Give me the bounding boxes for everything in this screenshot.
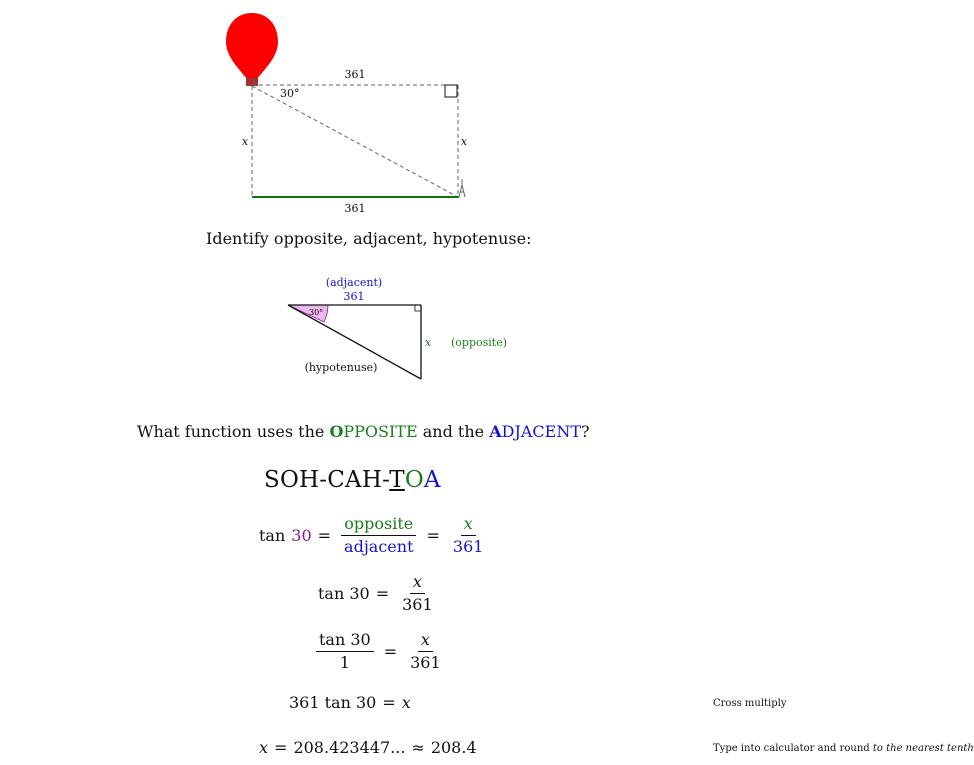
equation-step-1 xyxy=(259,515,490,556)
angle-label-2: 30° xyxy=(309,308,324,317)
soh-cah-toa xyxy=(264,467,441,493)
equation-step-3 xyxy=(312,631,448,672)
opposite-value: x xyxy=(424,336,432,349)
question-adjacent-initial: A xyxy=(489,422,502,441)
adjacent-number: 361 xyxy=(452,537,484,556)
step5-rounded: 208.4 xyxy=(430,738,477,757)
step3-equals: = xyxy=(383,642,398,661)
depression-angle-label: 30° xyxy=(280,87,300,100)
calculator-note-italic: to the nearest tenth xyxy=(872,743,974,754)
hypotenuse-tag: (hypotenuse) xyxy=(304,361,378,374)
cross-multiply-note: Cross multiply xyxy=(713,698,787,709)
step3-right-fraction xyxy=(407,631,444,672)
step3-left-denominator: 1 xyxy=(339,653,350,672)
opposite-word: opposite xyxy=(341,515,416,536)
step3-right-numerator: x xyxy=(418,631,433,652)
bottom-length-label: 361 xyxy=(344,202,366,215)
opposite-tag: (opposite) xyxy=(451,336,508,349)
top-length-label: 361 xyxy=(344,68,366,81)
question-text-1: What function uses the xyxy=(137,422,330,441)
tan-function: tan xyxy=(259,526,286,545)
question-opposite-rest: PPOSITE xyxy=(343,422,418,441)
calculator-note xyxy=(713,743,974,754)
eiffel-tower-icon xyxy=(459,179,465,197)
left-side-label: x xyxy=(241,135,249,148)
step2-fraction xyxy=(399,573,436,614)
right-angle-marker xyxy=(445,85,457,97)
mnemonic-prefix: SOH-CAH- xyxy=(264,467,390,493)
adjacent-word: adjacent xyxy=(344,537,414,556)
line-of-sight xyxy=(252,86,458,197)
step2-equals: = xyxy=(375,584,390,603)
right-side-label: x xyxy=(460,135,468,148)
step2-numerator: x xyxy=(410,573,425,594)
equation-step-5 xyxy=(259,738,477,757)
mnemonic-t: T xyxy=(389,467,405,493)
step5-equals: = xyxy=(274,738,288,757)
calculator-note-plain: Type into calculator and round xyxy=(713,743,873,754)
equals-sign: = xyxy=(317,526,332,545)
question-text-2: and the xyxy=(417,422,490,441)
step2-lhs: tan 30 xyxy=(318,584,370,603)
step4-rhs: x xyxy=(401,693,411,712)
step2-denominator: 361 xyxy=(402,595,433,614)
angle-value: 30 xyxy=(291,526,312,545)
equals-sign-2: = xyxy=(426,526,440,545)
step3-left-fraction xyxy=(316,631,374,672)
step5-value: 208.423447... xyxy=(293,738,406,757)
step5-approx: ≈ xyxy=(411,738,425,757)
question-text-3: ? xyxy=(581,422,590,441)
equation-step-2 xyxy=(318,573,440,614)
step3-right-denominator: 361 xyxy=(410,653,441,672)
equation-step-4 xyxy=(289,693,411,712)
function-question xyxy=(137,422,590,441)
ratio-fraction xyxy=(341,515,416,556)
triangle-diagram xyxy=(0,270,959,385)
step3-left-numerator: tan 30 xyxy=(316,631,374,652)
opposite-variable: x xyxy=(461,515,476,536)
balloon-diagram xyxy=(0,0,959,230)
right-angle-marker-2 xyxy=(415,305,421,311)
adjacent-tag: (adjacent) xyxy=(325,276,383,289)
identify-prompt: Identify opposite, adjacent, hypotenuse: xyxy=(206,229,532,248)
mnemonic-a: A xyxy=(423,467,441,493)
value-fraction xyxy=(450,515,487,556)
step5-variable: x xyxy=(259,738,269,757)
step4-lhs: 361 tan 30 xyxy=(289,693,377,712)
balloon-icon xyxy=(226,13,278,86)
adjacent-value: 361 xyxy=(343,290,365,303)
step4-equals: = xyxy=(382,693,396,712)
question-opposite-initial: O xyxy=(329,422,344,441)
mnemonic-o: O xyxy=(404,467,424,493)
question-adjacent-rest: DJACENT xyxy=(501,422,582,441)
